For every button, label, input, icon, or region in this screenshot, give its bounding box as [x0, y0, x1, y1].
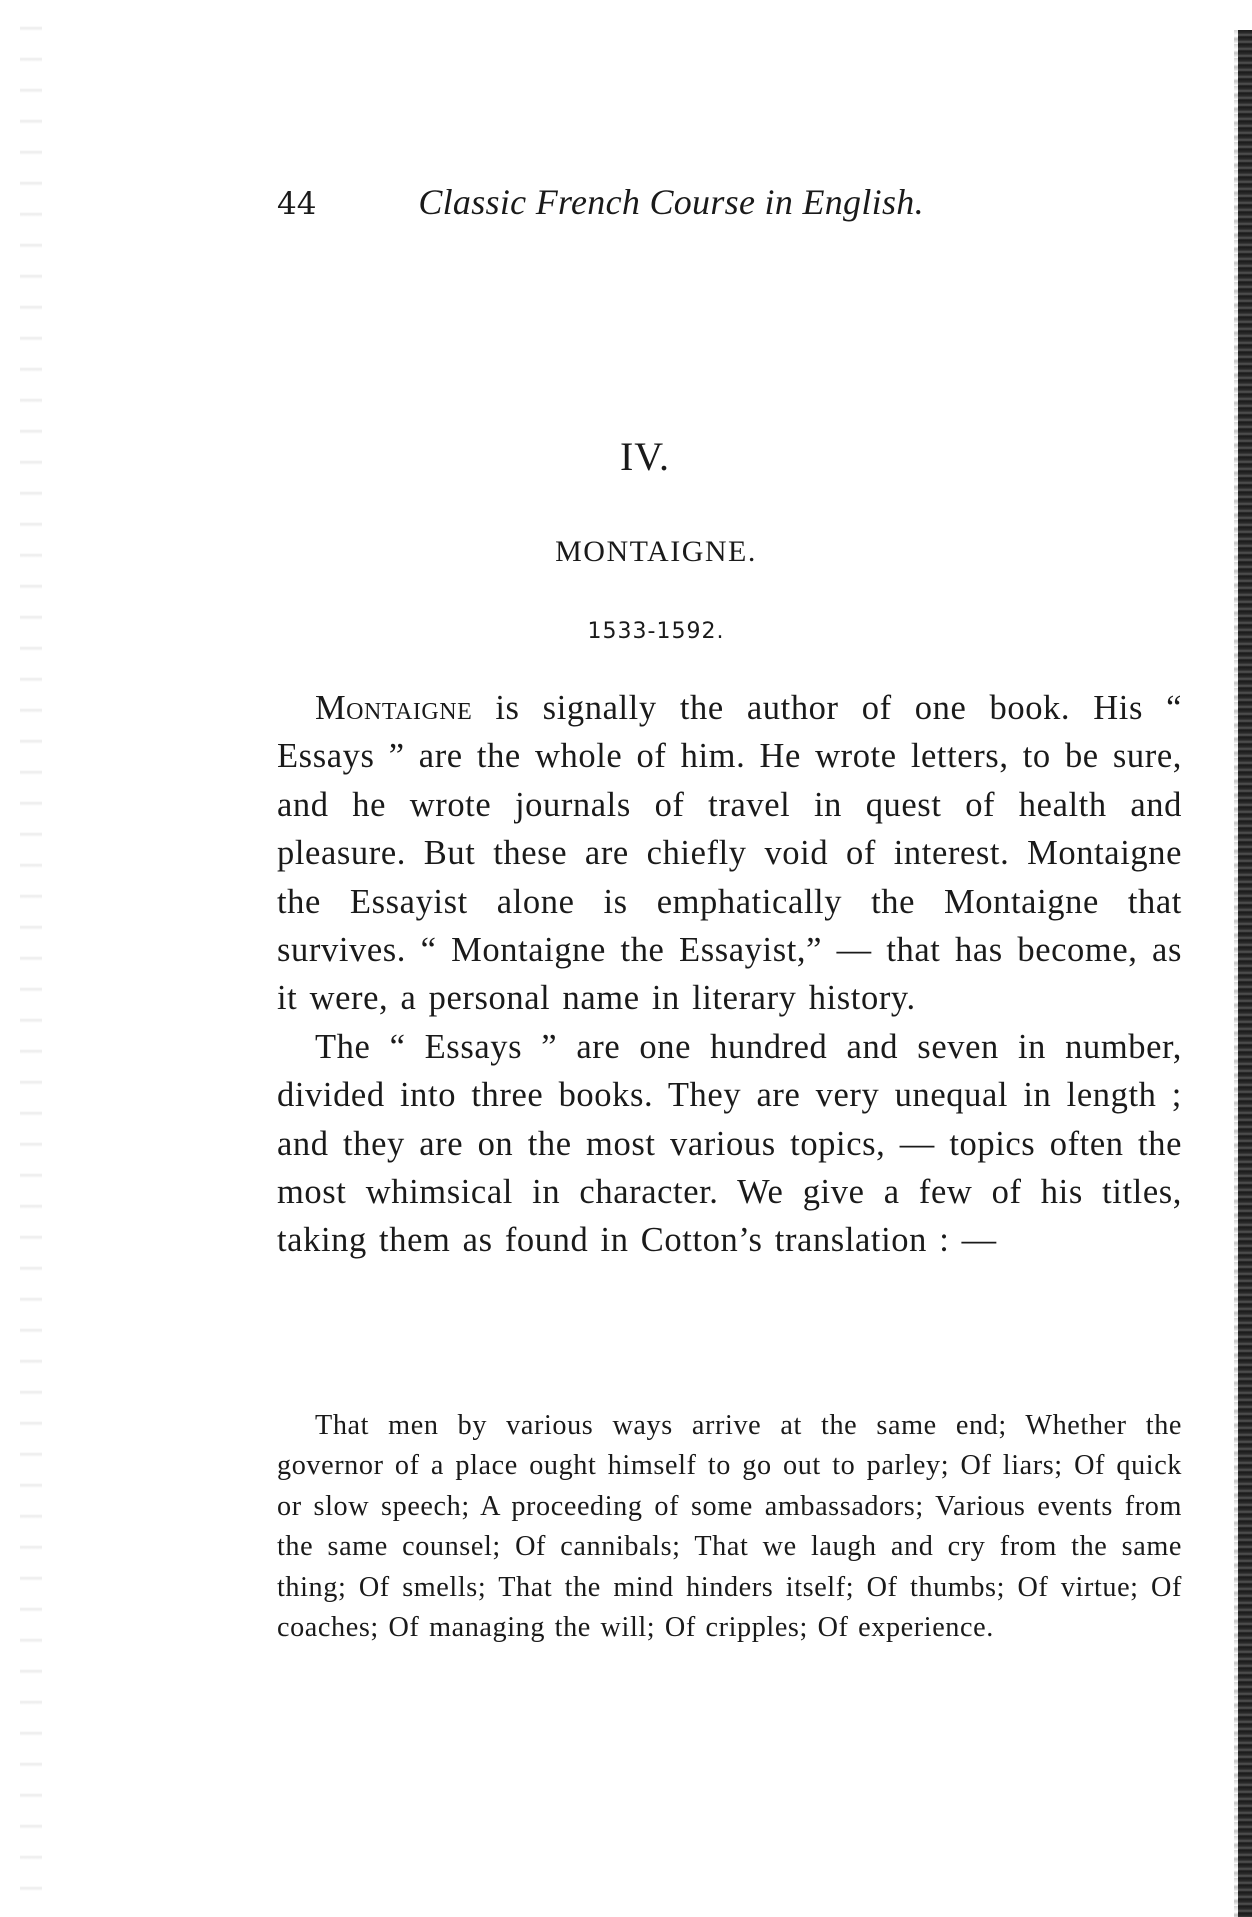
paragraph-2: The “ Essays ” are one hundred and seven in number, divided into three books. They are very unequal in length ; and they are on the most various topics, — topics often the most whimsical in character. We give a few of his titles, taking them as found in Cotton’s translation : —: [277, 1027, 1182, 1260]
chapter-dates: 1533-1592.: [587, 619, 725, 644]
running-title: Classic French Course in English.: [418, 182, 924, 222]
chapter-title: MONTAIGNE.: [555, 535, 757, 568]
paragraph-1-text: is signally the author of one book. His “ Essays ” are the whole of him. He wrote letters, to be sure, and he wrote journals of travel in quest of health and pleasure. But these are chiefly void of interest. Montaigne the Essayist alone is emphatically the Montaigne that survives. “ Montaigne the Essayist,” — that has become, as it were, a personal name in literary history.: [277, 689, 1182, 1018]
scan-page-edge: [1238, 30, 1252, 1917]
paragraph-lead-word: Montaigne: [315, 689, 473, 727]
page-number: 44: [277, 186, 317, 222]
paragraph-1: [277, 684, 1182, 1023]
running-head: [277, 184, 1077, 220]
essay-titles-text: That men by various ways arrive at the same end; Whether the governor of a place ought himself to go out to parley; Of liars; Of quick or slow speech; A proceeding of some ambassadors; Various events from the same counsel; Of cannibals; That we laugh and cry from the same thing; Of smells; That the mind hinders itself; Of thumbs; Of virtue; Of coaches; Of managing the will; Of cripples; Of experience.: [277, 1410, 1182, 1644]
scan-left-gutter: [20, 0, 42, 1917]
essay-titles-quote: [277, 1406, 1182, 1648]
chapter-number: IV.: [619, 434, 671, 479]
body-text: [277, 684, 1182, 1265]
